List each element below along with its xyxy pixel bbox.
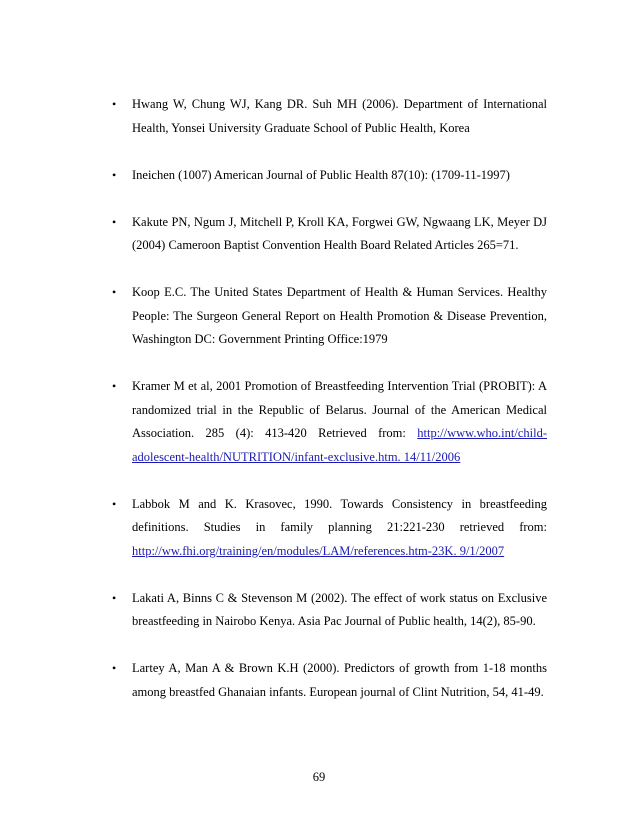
page-number: 69 (312, 770, 326, 784)
reference-item (112, 587, 547, 634)
reference-text: Kakute PN, Ngum J, Mitchell P, Kroll KA, Forgwei GW, Ngwaang LK, Meyer DJ (2004) Cameroon Baptist Convention Health Board Related Articles 265=71. (132, 214, 547, 252)
bullet-icon: • (112, 285, 117, 299)
reference-item (112, 493, 547, 564)
bullet-icon: • (112, 661, 117, 675)
reference-item (112, 281, 547, 352)
reference-text: Koop E.C. The United States Department of Health & Human Services. Healthy People: The Surgeon General Report on Health Promotion & Disease Prevention, Washington DC: Government Printing Office:1979 (132, 285, 547, 346)
reference-item (112, 93, 547, 140)
reference-link[interactable]: http://ww.fhi.org/training/en/modules/LAM/references.htm-23K. 9/1/2007 (132, 543, 505, 558)
reference-item (112, 375, 547, 469)
bullet-icon: • (112, 167, 117, 182)
bullet-icon: • (112, 97, 117, 111)
reference-item (112, 211, 547, 258)
bullet-icon: • (112, 590, 117, 605)
reference-link[interactable]: http://www.who.int/child-adolescent-health/NUTRITION/infant-exclusive.htm. 14/11/2006 (132, 426, 548, 464)
reference-text: Lakati A, Binns C & Stevenson M (2002). The effect of work status on Exclusive breastfeeding in Nairobo Kenya. Asia Pac Journal of Public health, 14(2), 85-90. (132, 590, 547, 628)
reference-item (112, 164, 547, 188)
bullet-icon: • (112, 496, 117, 511)
reference-text: Lartey A, Man A & Brown K.H (2000). Predictors of growth from 1-18 months among breastfed Ghanaian infants. European journal of Clint Nutrition, 54, 41-49. (132, 661, 547, 699)
reference-text: Kramer M et al, 2001 Promotion of Breastfeeding Intervention Trial (PROBIT): A randomized trial in the Republic of Belarus. Journal of the American Medical Association. 285 (4): 413-420 Retrieved from: (132, 379, 547, 440)
reference-text: Hwang W, Chung WJ, Kang DR. Suh MH (2006). Department of International Health, Yonsei University Graduate School of Public Health, Korea (132, 97, 547, 135)
bullet-icon: • (112, 214, 117, 229)
reference-text: Labbok M and K. Krasovec, 1990. Towards Consistency in breastfeeding definitions. Studies in family planning 21:221-230 retrieved from: (132, 496, 547, 534)
reference-text: Ineichen (1007) American Journal of Public Health 87(10): (1709-11-1997) (132, 167, 510, 182)
reference-item (112, 657, 547, 704)
reference-list (112, 93, 547, 728)
bullet-icon: • (112, 379, 117, 393)
